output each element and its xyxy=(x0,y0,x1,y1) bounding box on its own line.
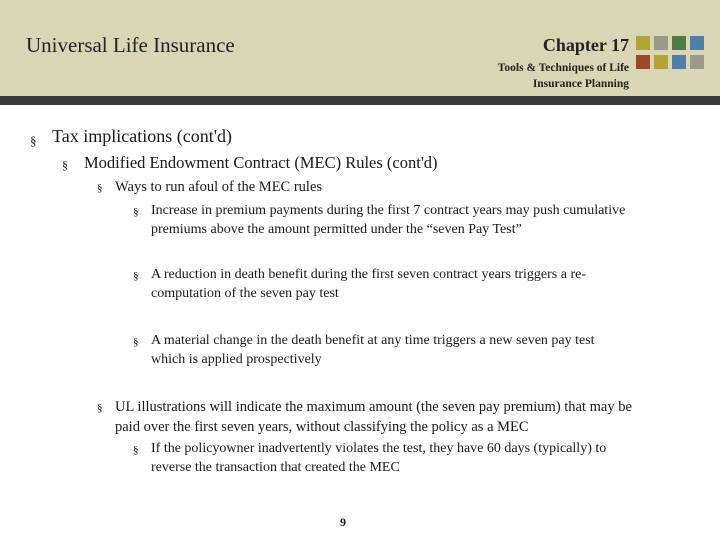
book-subtitle xyxy=(409,60,629,92)
bullet-death-benefit-reduction-line1: A reduction in death benefit during the first seven contract years triggers a re- xyxy=(151,267,587,282)
slide-title: Universal Life Insurance xyxy=(26,33,235,57)
bullet-l3b: § xyxy=(97,402,103,414)
decorative-squares xyxy=(636,36,712,76)
bullet-material-change-line2: which is applied prospectively xyxy=(151,352,322,367)
bullet-material-change-line1: A material change in the death benefit at any time triggers a new seven pay test xyxy=(151,333,595,348)
bullet-premium-increase-line2: premiums above the amount permitted under the “seven Pay Test” xyxy=(151,222,522,237)
square-olive-top xyxy=(636,36,650,50)
bullet-inadvertent-violation-line1: If the policyowner inadvertently violates the test, they have 60 days (typically) to xyxy=(151,441,607,456)
chapter-label: Chapter 17 xyxy=(542,35,629,55)
bullet-mec-rules: Modified Endowment Contract (MEC) Rules (cont'd) xyxy=(84,153,438,172)
square-gray-top xyxy=(654,36,668,50)
square-gray-bottom xyxy=(690,55,704,69)
slide-header xyxy=(0,0,720,96)
square-blue-bottom xyxy=(672,55,686,69)
square-rust-bottom xyxy=(636,55,650,69)
bullet-inadvertent-violation-line2: reverse the transaction that created the MEC xyxy=(151,460,400,475)
square-blue-top xyxy=(690,36,704,50)
subtitle-line-1: Tools & Techniques of Life xyxy=(497,62,629,74)
bullet-l3a: § xyxy=(97,182,103,194)
bullet-l4b: § xyxy=(133,270,139,282)
bullet-death-benefit-reduction-line2: computation of the seven pay test xyxy=(151,286,339,301)
square-olive-bottom xyxy=(654,55,668,69)
subtitle-line-2: Insurance Planning xyxy=(532,78,629,90)
bullet-ways-to-run-afoul: Ways to run afoul of the MEC rules xyxy=(115,179,323,195)
bullet-premium-increase-line1: Increase in premium payments during the first 7 contract years may push cumulative xyxy=(151,203,626,218)
bullet-tax-implications: Tax implications (cont'd) xyxy=(52,126,232,146)
page-number: 9 xyxy=(340,515,346,529)
bullet-l4c: § xyxy=(133,336,139,348)
square-green-top xyxy=(672,36,686,50)
bullet-ul-illustrations-line1: UL illustrations will indicate the maximum amount (the seven pay premium) that may be xyxy=(115,399,632,415)
bullet-l2: § xyxy=(62,158,68,172)
bullet-l4a: § xyxy=(133,206,139,218)
bullet-ul-illustrations-line2: paid over the first seven years, without classifying the policy as a MEC xyxy=(115,419,529,435)
bullet-l4d: § xyxy=(133,444,139,456)
bullet-l1: § xyxy=(30,133,37,148)
header-divider xyxy=(0,96,720,105)
